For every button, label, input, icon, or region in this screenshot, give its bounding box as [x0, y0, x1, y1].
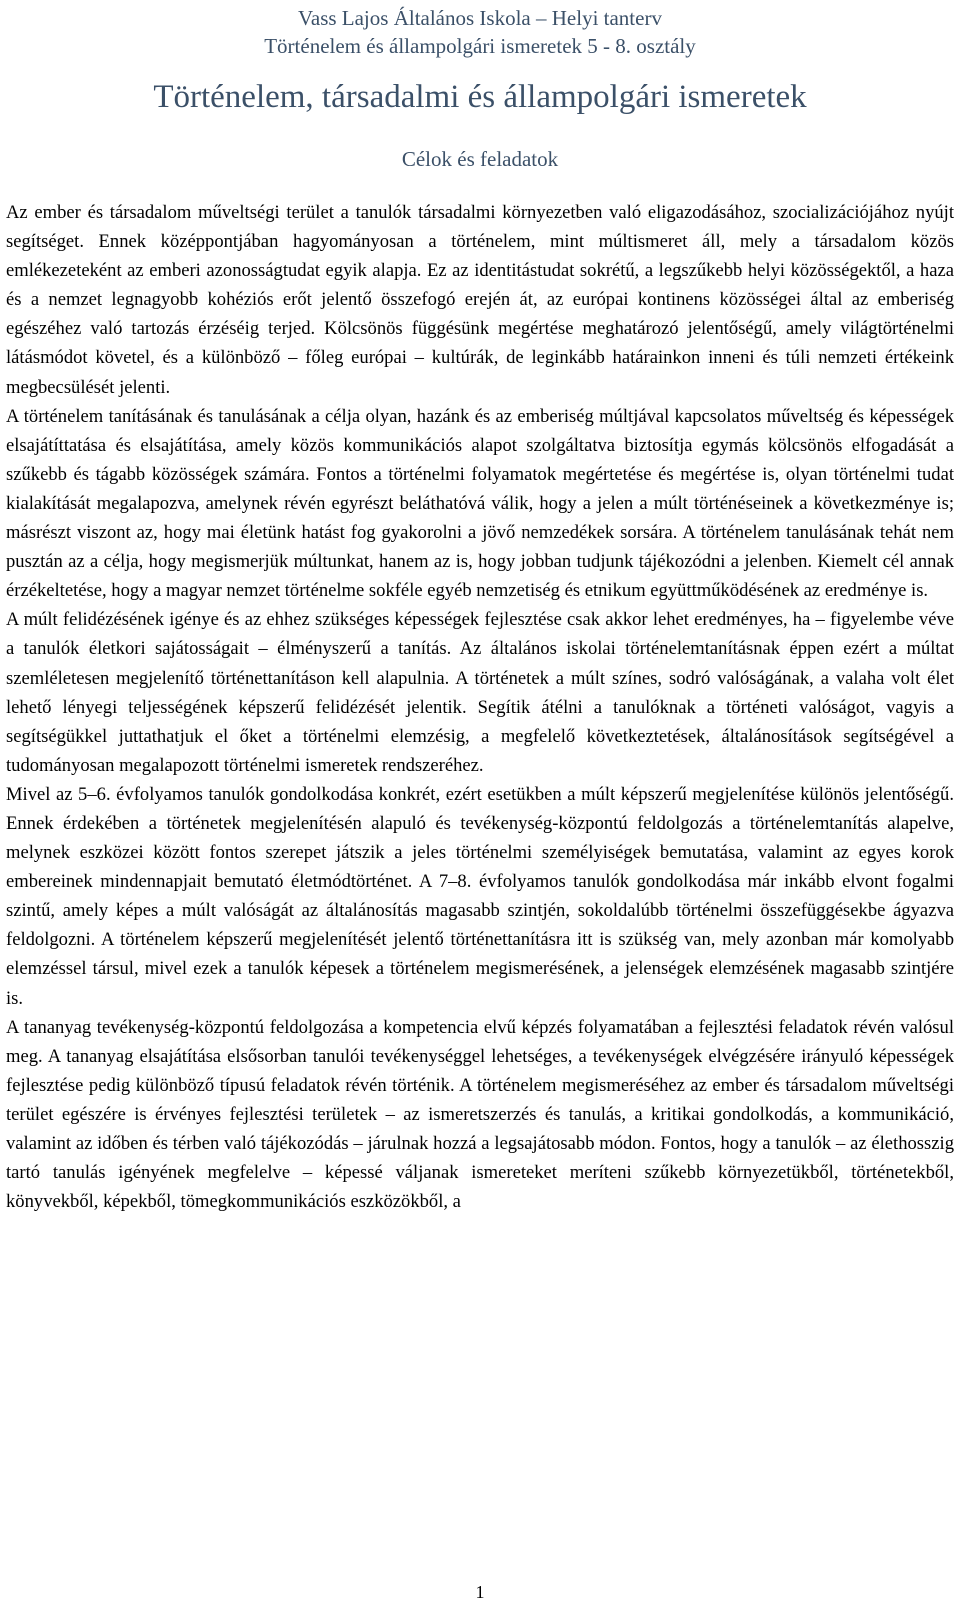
- header-subject-line: Történelem és állampolgári ismeretek 5 - 8. osztály: [264, 34, 696, 58]
- page-number: 1: [475, 1582, 485, 1602]
- section-subtitle: Célok és feladatok: [401, 147, 559, 171]
- paragraph: Mivel az 5–6. évfolyamos tanulók gondolkodása konkrét, ezért esetükben a múlt képszerű megjelenítése különös jelentőségű. Ennek érdekében a történetek megjelenítésén alapuló és tevékenység-központú feldolgozás a történelemtanítás alapelve, melynek eszközei között fontos szerepet játszik a jeles történelmi személyiségek bemutatása, valamint az egyes korok embereinek mindennapjait bemutató életmódtörténet. A 7–8. évfolyamos tanulók gondolkodása már inkább elvont fogalmi szintű, amely képes a múlt valóságát az általánosítás magasabb szintjén, sokoldalúbb történelmi összefüggésekbe ágyazva feldolgozni. A történelem képszerű megjelenítését jelentő történettanításra itt is szükség van, mely azonban már komolyabb elemzéssel társul, mivel ezek a tanulók képesek a történelem megismerésének, a jelenségek elemzésének magasabb szintjére is.: [6, 783, 954, 1009]
- body-text: [6, 198, 954, 1216]
- header-school-line: Vass Lajos Általános Iskola – Helyi tanterv: [298, 6, 662, 30]
- paragraph: A tananyag tevékenység-központú feldolgozása a kompetencia elvű képzés folyamatában a fejlesztési feladatok révén valósul meg. A tananyag elsajátítása elsősorban tanulói tevékenységgel lehetséges, a tevékenységek elvégzésére irányuló képességek fejlesztése pedig különböző típusú feladatok révén történik. A történelem megismeréséhez az ember és társadalom műveltségi terület egészére is érvényes fejlesztési területek – az ismeretszerzés és tanulás, a kritikai gondolkodás, a kommunikáció, valamint az időben és térben való tájékozódás – járulnak hozzá a legsajátosabb módon. Fontos, hogy a tanulók – az élethosszig tartó tanulás igényének megfelelve – képessé váljanak ismereteket meríteni szűkebb környezetükből, történetekből, könyvekből, képekből, tömegkommunikációs eszközökből, a: [6, 1016, 954, 1213]
- paragraph: Az ember és társadalom műveltségi terület a tanulók társadalmi környezetben való eligazodásához, szocializációjához nyújt segítséget. Ennek középpontjában hagyományosan a történelem, mint múltismeret áll, mely a társadalom közös emlékezeteként az emberi azonosságtudat egyik alapja. Ez az identitástudat sokrétű, a legszűkebb helyi közösségektől, a haza és a nemzet legnagyobb kohéziós erőt jelentő összefogó erején át, az európai kontinens közösségei által az emberiség egészéhez való tartozás érzéséig terjed. Kölcsönös függésünk megértése meghatározó jelentőségű, amely világtörténelmi látásmódot követel, és a különböző – főleg európai – kultúrák, de leginkább határainkon inneni és túli nemzeti értékeink megbecsülését jelenti.: [6, 202, 954, 398]
- page-header: [0, 4, 960, 60]
- document-title: Történelem, társadalmi és állampolgári ismeretek: [153, 79, 807, 115]
- paragraph: A történelem tanításának és tanulásának a célja olyan, hazánk és az emberiség múltjával kapcsolatos műveltség és képességek elsajátíttatása és elsajátítása, amely közös kommunikációs alapot szolgáltatva biztosítja egymás kölcsönös elfogadását a szűkebb és tágabb közösségek számára. Fontos a történelmi folyamatok megértetése és megértése is, olyan történelmi tudat kialakítását megalapozva, amelynek révén egyrészt beláthatóvá válik, hogy a jelen a múlt történéseinek a következménye is; másrészt viszont az, hogy mai életünk hatást fog gyakorolni a jövő nemzedékek sorsára. A történelem tanulásának tehát nem pusztán az a célja, hogy megismerjük múltunkat, hanem az is, hogy jobban tudjunk tájékozódni a jelenben. Kiemelt cél annak érzékeltetése, hogy a magyar nemzet történelme sokféle egyéb nemzetiség és etnikum együttműködésének az eredménye is.: [6, 405, 954, 602]
- paragraph: A múlt felidézésének igénye és az ehhez szükséges képességek fejlesztése csak akkor lehet eredményes, ha – figyelembe véve a tanulók életkori sajátosságait – élményszerű a tanítás. Az általános iskolai történelemtanításnak éppen ezért a múltat szemléletesen megjelenítő történettanításon kell alapulnia. A történetek a múlt színes, sodró valóságának, a valaha volt élet lehető lényegi teljességének képszerű felidézését jelentik. Segítik átélni a tanulóknak a történeti valóságot, vagyis a segítségükkel juttathatjuk el őket a történelmi elemzésig, a megfelelő következtetések, általánosítások segítségével a tudományosan megalapozott történelmi ismeretek rendszeréhez.: [6, 609, 954, 776]
